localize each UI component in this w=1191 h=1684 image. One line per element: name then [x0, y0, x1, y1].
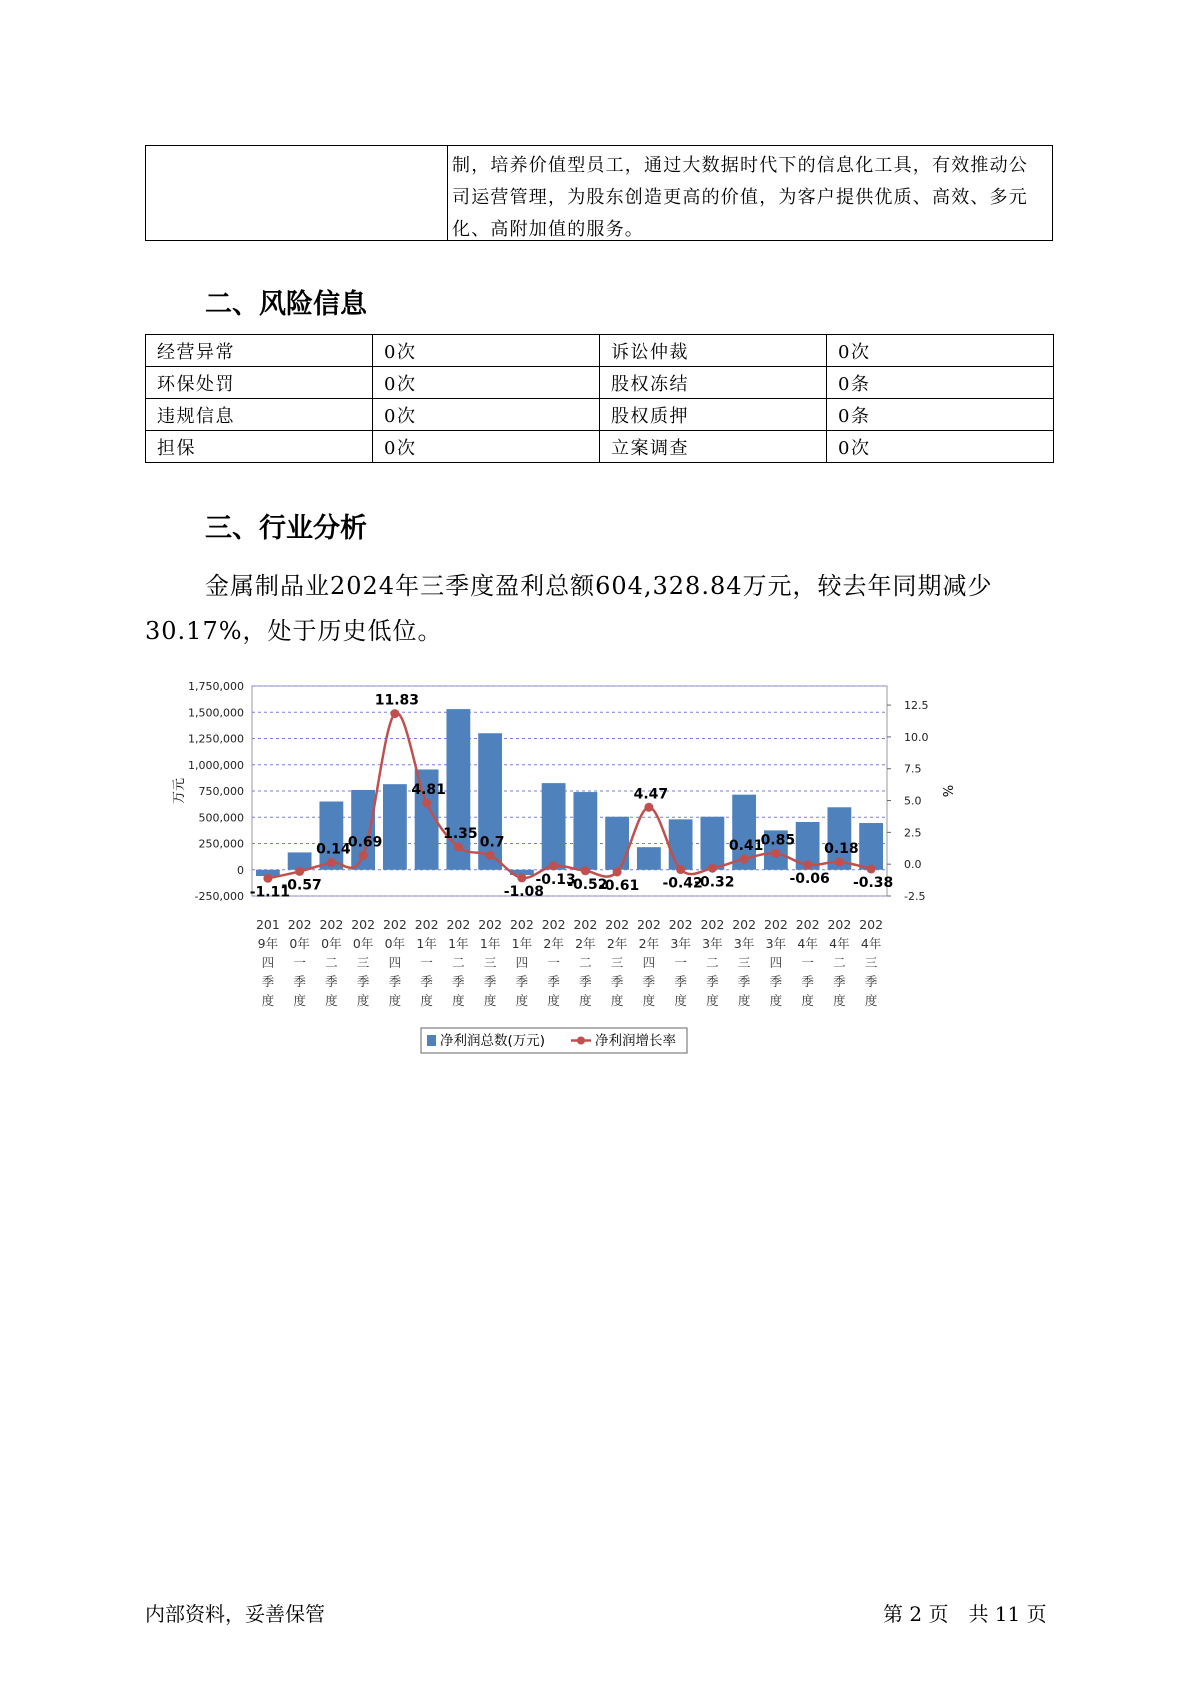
risk-value: 0次 [827, 431, 1054, 463]
x-tick-label: 202 [827, 917, 852, 932]
industry-section-title: 三、行业分析 [205, 513, 367, 544]
x-tick-label: 度 [769, 993, 783, 1008]
growth-rate-point [803, 860, 812, 869]
x-tick-label: 季 [356, 974, 370, 989]
x-tick-label: 度 [420, 993, 433, 1008]
growth-rate-point [676, 865, 685, 874]
x-tick-label: 度 [706, 993, 719, 1008]
x-tick-label: 202 [319, 917, 344, 932]
x-tick-label: 3年 [733, 936, 755, 951]
x-tick-label: 1年 [448, 936, 469, 951]
growth-rate-point [295, 867, 304, 876]
table-row [146, 335, 1054, 367]
x-tick-label: 202 [732, 917, 757, 932]
bar [383, 784, 407, 870]
x-tick-label: 三 [483, 955, 497, 970]
bar [605, 817, 629, 870]
x-tick-label: 季 [801, 974, 814, 989]
y2-axis-title: % [939, 784, 954, 798]
x-tick-label: 二 [833, 955, 846, 970]
x-tick-label: 度 [801, 993, 814, 1008]
x-tick-label: 季 [610, 974, 624, 989]
growth-rate-point [644, 803, 653, 812]
x-tick-label: 202 [636, 917, 661, 932]
x-tick-label: 季 [293, 974, 306, 989]
x-tick-label: 202 [478, 917, 503, 932]
growth-rate-point [422, 798, 431, 807]
x-tick-label: 202 [351, 917, 376, 932]
y2-tick-label: 5.0 [904, 794, 922, 808]
growth-rate-point [263, 874, 272, 883]
x-tick-label: 一 [420, 955, 433, 970]
x-tick-label: 季 [388, 974, 402, 989]
x-tick-label: 1年 [479, 936, 501, 951]
x-tick-label: 0年 [384, 936, 406, 951]
x-tick-label: 度 [483, 993, 497, 1008]
x-tick-label: 三 [737, 955, 751, 970]
growth-rate-point [359, 851, 368, 860]
x-tick-label: 202 [287, 917, 312, 932]
legend-bar-swatch [427, 1035, 436, 1046]
bar [573, 792, 597, 870]
x-tick-label: 4年 [797, 936, 818, 951]
risk-label: 环保处罚 [146, 367, 373, 399]
y-tick-label: 250,000 [198, 837, 244, 851]
growth-rate-label: 4.47 [633, 786, 669, 803]
growth-rate-label: 0.14 [316, 841, 351, 858]
growth-rate-label: -0.57 [281, 877, 322, 894]
company-intro-table [145, 145, 1053, 241]
x-tick-label: 1年 [416, 936, 437, 951]
x-tick-label: 度 [642, 993, 656, 1008]
risk-value: 0次 [373, 367, 600, 399]
y2-tick-label: 2.5 [904, 826, 922, 840]
x-tick-label: 二 [579, 955, 592, 970]
x-tick-label: 202 [541, 917, 566, 932]
industry-paragraph-line-1: 金属制品业2024年三季度盈利总额604,328.84万元，较去年同期减少 [205, 572, 993, 600]
growth-rate-label: 0.41 [728, 837, 764, 854]
x-tick-label: 202 [446, 917, 471, 932]
x-tick-label: 202 [668, 917, 693, 932]
x-tick-label: 度 [579, 993, 592, 1008]
growth-rate-label: -1.08 [503, 883, 545, 900]
risk-label: 违规信息 [146, 399, 373, 431]
x-tick-label: 季 [452, 974, 465, 989]
x-tick-label: 2年 [606, 936, 628, 951]
legend-line-marker [577, 1037, 585, 1045]
x-tick-label: 三 [864, 955, 878, 970]
x-tick-label: 一 [547, 955, 560, 970]
x-tick-label: 2年 [638, 936, 660, 951]
table-row [146, 399, 1054, 431]
x-tick-label: 季 [483, 974, 497, 989]
x-tick-label: 度 [452, 993, 465, 1008]
risk-label: 立案调查 [600, 431, 827, 463]
x-tick-label: 202 [763, 917, 788, 932]
x-tick-label: 度 [388, 993, 402, 1008]
x-tick-label: 度 [737, 993, 751, 1008]
x-tick-label: 季 [864, 974, 878, 989]
growth-rate-label: 1.35 [443, 826, 478, 842]
x-tick-label: 一 [674, 955, 687, 970]
x-tick-label: 季 [833, 974, 846, 989]
x-tick-label: 季 [515, 974, 529, 989]
intro-line-3: 化、高附加值的服务。 [452, 219, 644, 240]
x-tick-label: 三 [610, 955, 624, 970]
growth-rate-point [517, 873, 526, 882]
risk-table [145, 334, 1054, 463]
y-tick-label: 0 [237, 863, 244, 877]
intro-line-2: 司运营管理，为股东创造更高的价值，为客户提供优质、高效、多元 [452, 187, 1028, 208]
risk-label: 担保 [146, 431, 373, 463]
risk-value: 0次 [827, 335, 1054, 367]
x-tick-label: 3年 [702, 936, 723, 951]
y-tick-label: -250,000 [194, 890, 244, 903]
growth-rate-label: 0.69 [347, 834, 383, 851]
x-tick-label: 1年 [511, 936, 533, 951]
x-tick-label: 202 [605, 917, 630, 932]
x-tick-label: 3年 [670, 936, 691, 951]
x-tick-label: 四 [388, 955, 402, 970]
table-row [146, 367, 1054, 399]
growth-rate-label: -0.61 [598, 877, 640, 894]
y2-tick-label: 7.5 [904, 762, 922, 776]
table-content-cell [448, 146, 1052, 240]
growth-rate-point [549, 861, 558, 870]
x-tick-label: 季 [547, 974, 560, 989]
x-tick-label: 度 [547, 993, 560, 1008]
growth-rate-point [390, 709, 399, 718]
x-tick-label: 二 [325, 955, 338, 970]
x-tick-label: 度 [833, 993, 846, 1008]
x-tick-label: 0年 [352, 936, 374, 951]
x-tick-label: 度 [356, 993, 370, 1008]
x-tick-label: 0年 [321, 936, 342, 951]
bar [637, 847, 661, 870]
growth-rate-label: -0.06 [789, 870, 830, 887]
y-tick-label: 1,500,000 [188, 706, 244, 720]
x-tick-label: 202 [414, 917, 439, 932]
x-tick-label: 季 [325, 974, 338, 989]
growth-rate-point [708, 864, 717, 873]
y2-tick-label: 10.0 [904, 730, 929, 744]
growth-rate-point [581, 866, 590, 875]
growth-rate-label: 0.18 [824, 840, 859, 857]
x-tick-label: 季 [261, 974, 275, 989]
growth-rate-point [486, 851, 495, 860]
growth-rate-point [771, 849, 780, 858]
x-tick-label: 4年 [860, 936, 882, 951]
growth-rate-point [867, 865, 876, 874]
x-tick-label: 季 [420, 974, 433, 989]
x-tick-label: 4年 [829, 936, 850, 951]
x-tick-label: 度 [293, 993, 306, 1008]
risk-section-title: 二、风险信息 [205, 289, 367, 320]
risk-value: 0条 [827, 399, 1054, 431]
net-profit-chart [172, 680, 1025, 1130]
y-tick-label: 1,250,000 [188, 732, 244, 746]
x-tick-label: 二 [452, 955, 465, 970]
x-tick-label: 0年 [289, 936, 310, 951]
x-tick-label: 2年 [543, 936, 564, 951]
y-tick-label: 750,000 [198, 785, 244, 798]
table-label-cell [146, 146, 448, 240]
x-tick-label: 3年 [765, 936, 787, 951]
growth-rate-point [835, 857, 844, 866]
intro-line-1: 制，培养价值型员工，通过大数据时代下的信息化工具，有效推动公 [452, 155, 1028, 176]
risk-value: 0条 [827, 367, 1054, 399]
x-tick-label: 度 [261, 993, 275, 1008]
risk-label: 诉讼仲裁 [600, 335, 827, 367]
risk-value: 0次 [373, 431, 600, 463]
y2-tick-label: -2.5 [904, 890, 926, 903]
plot-area [252, 686, 887, 896]
x-tick-label: 一 [293, 955, 306, 970]
risk-label: 经营异常 [146, 335, 373, 367]
legend-line-label: 净利润增长率 [595, 1033, 676, 1049]
x-tick-label: 度 [610, 993, 624, 1008]
x-tick-label: 202 [700, 917, 725, 932]
growth-rate-label: 4.81 [411, 781, 446, 798]
growth-rate-point [613, 867, 622, 876]
x-tick-label: 四 [261, 955, 275, 970]
x-tick-label: 一 [801, 955, 814, 970]
bar [542, 783, 566, 870]
risk-value: 0次 [373, 335, 600, 367]
x-tick-label: 9年 [257, 936, 279, 951]
y-axis-title: 万元 [172, 777, 187, 805]
x-tick-label: 季 [674, 974, 687, 989]
y2-tick-label: 0.0 [904, 858, 922, 872]
x-tick-label: 季 [769, 974, 783, 989]
risk-value: 0次 [373, 399, 600, 431]
growth-rate-label: -1.11 [249, 884, 291, 901]
x-tick-label: 202 [795, 917, 820, 932]
bar [700, 817, 724, 870]
footer-left: 内部资料，妥善保管 [145, 1602, 325, 1626]
growth-rate-point [454, 843, 463, 852]
x-tick-label: 202 [509, 917, 534, 932]
growth-rate-label: 0.7 [479, 834, 505, 851]
x-tick-label: 201 [255, 917, 280, 932]
x-tick-label: 2年 [575, 936, 596, 951]
x-tick-label: 度 [864, 993, 878, 1008]
growth-rate-label: -0.38 [852, 875, 894, 892]
x-tick-label: 202 [859, 917, 884, 932]
x-tick-label: 度 [515, 993, 529, 1008]
x-tick-label: 202 [382, 917, 407, 932]
growth-rate-label: -0.42 [662, 875, 703, 892]
x-tick-label: 度 [325, 993, 338, 1008]
growth-rate-point [327, 858, 336, 867]
bar [669, 819, 693, 869]
growth-rate-label: 0.85 [760, 832, 796, 849]
x-tick-label: 四 [642, 955, 656, 970]
x-tick-label: 季 [737, 974, 751, 989]
x-tick-label: 三 [356, 955, 370, 970]
growth-rate-label: -0.32 [694, 874, 735, 891]
x-tick-label: 季 [642, 974, 656, 989]
x-tick-label: 202 [573, 917, 598, 932]
y-tick-label: 1,750,000 [188, 680, 244, 693]
growth-rate-label: 11.83 [374, 692, 420, 709]
y-tick-label: 500,000 [198, 811, 244, 825]
x-tick-label: 度 [674, 993, 687, 1008]
growth-rate-label: -0.52 [567, 876, 608, 893]
y2-tick-label: 12.5 [904, 699, 929, 713]
growth-rate-point [740, 854, 749, 863]
legend-bar-label: 净利润总数(万元) [440, 1033, 546, 1049]
risk-label: 股权冻结 [600, 367, 827, 399]
risk-label: 股权质押 [600, 399, 827, 431]
industry-paragraph-line-2: 30.17%，处于历史低位。 [145, 617, 443, 645]
x-tick-label: 季 [579, 974, 592, 989]
growth-rate-label: -0.13 [535, 871, 576, 888]
x-tick-label: 四 [515, 955, 529, 970]
bar [859, 823, 883, 870]
footer-page-number: 第 2 页 共 11 页 [883, 1602, 1047, 1626]
x-tick-label: 二 [706, 955, 719, 970]
x-tick-label: 四 [769, 955, 783, 970]
table-row [146, 431, 1054, 463]
y-tick-label: 1,000,000 [188, 758, 244, 772]
x-tick-label: 季 [706, 974, 719, 989]
